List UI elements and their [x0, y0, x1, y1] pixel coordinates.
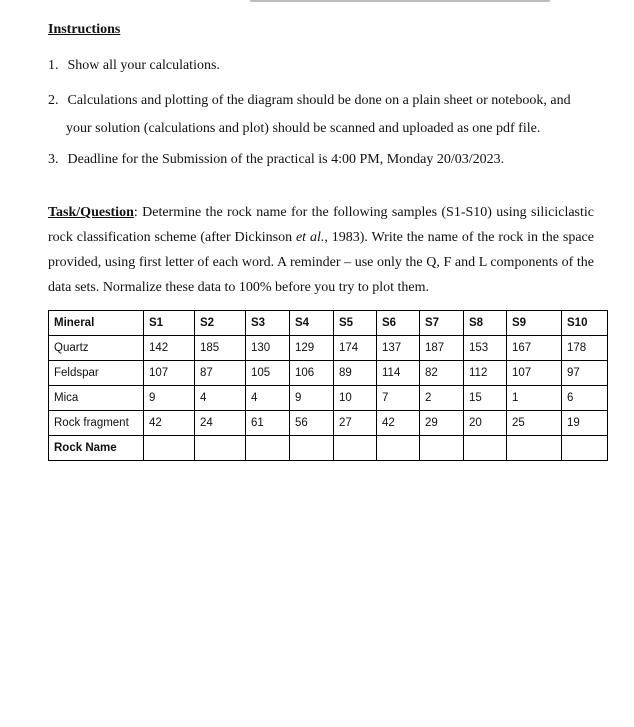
- instruction-3-number: 3.: [48, 152, 59, 167]
- count-cell: 174: [334, 336, 377, 361]
- count-cell: 178: [562, 336, 608, 361]
- count-cell: 20: [464, 411, 507, 436]
- count-cell: 112: [464, 361, 507, 386]
- column-header-s10: S10: [562, 311, 608, 336]
- rock-name-answer-cell: [420, 436, 464, 461]
- instruction-2-text-line1: Calculations and plotting of the diagram should be done on a plain sheet or notebook, and: [67, 93, 571, 108]
- instruction-2-text-line2: your solution (calculations and plot) should be scanned and uploaded as one pdf file.: [66, 121, 541, 136]
- count-cell: 9: [290, 386, 334, 411]
- table-header-row: [49, 311, 608, 336]
- page-top-rule: [250, 0, 550, 2]
- count-cell: 187: [420, 336, 464, 361]
- count-cell: 7: [377, 386, 420, 411]
- rock-name-label: Rock Name: [49, 436, 144, 461]
- column-header-s5: S5: [334, 311, 377, 336]
- task-text-part1: : Determine the rock name for the following samples (S1-S10) using siliciclastic rock classification scheme (after Dickinson: [48, 205, 594, 245]
- mineral-name-cell: Quartz: [49, 336, 144, 361]
- count-cell: 137: [377, 336, 420, 361]
- count-cell: 4: [246, 386, 290, 411]
- rock-name-answer-cell: [377, 436, 420, 461]
- count-cell: 4: [195, 386, 246, 411]
- instruction-1-text: Show all your calculations.: [67, 58, 220, 73]
- count-cell: 114: [377, 361, 420, 386]
- count-cell: 9: [144, 386, 195, 411]
- column-header-s7: S7: [420, 311, 464, 336]
- count-cell: 167: [507, 336, 562, 361]
- task-text-italic: et al.: [295, 230, 325, 245]
- column-header-s2: S2: [195, 311, 246, 336]
- count-cell: 89: [334, 361, 377, 386]
- column-header-s9: S9: [507, 311, 562, 336]
- count-cell: 130: [246, 336, 290, 361]
- count-cell: 107: [144, 361, 195, 386]
- count-cell: 27: [334, 411, 377, 436]
- column-header-s6: S6: [377, 311, 420, 336]
- count-cell: 105: [246, 361, 290, 386]
- instruction-2-number: 2.: [48, 93, 59, 108]
- instruction-2: [48, 91, 598, 139]
- count-cell: 185: [195, 336, 246, 361]
- rock-name-answer-cell: [290, 436, 334, 461]
- count-cell: 24: [195, 411, 246, 436]
- count-cell: 42: [377, 411, 420, 436]
- count-cell: 153: [464, 336, 507, 361]
- count-cell: 25: [507, 411, 562, 436]
- task-question-label: Task/Question: [48, 205, 134, 220]
- count-cell: 82: [420, 361, 464, 386]
- table-row: [49, 336, 608, 361]
- count-cell: 97: [562, 361, 608, 386]
- count-cell: 142: [144, 336, 195, 361]
- task-question-paragraph: [48, 200, 594, 300]
- count-cell: 2: [420, 386, 464, 411]
- count-cell: 15: [464, 386, 507, 411]
- rock-name-answer-cell: [195, 436, 246, 461]
- column-header-s1: S1: [144, 311, 195, 336]
- count-cell: 42: [144, 411, 195, 436]
- count-cell: 129: [290, 336, 334, 361]
- count-cell: 19: [562, 411, 608, 436]
- count-cell: 1: [507, 386, 562, 411]
- column-header-mineral: Mineral: [49, 311, 144, 336]
- count-cell: 106: [290, 361, 334, 386]
- rock-name-answer-cell: [144, 436, 195, 461]
- column-header-s4: S4: [290, 311, 334, 336]
- rock-name-answer-cell: [562, 436, 608, 461]
- mineral-data-table: [48, 310, 608, 461]
- column-header-s3: S3: [246, 311, 290, 336]
- count-cell: 56: [290, 411, 334, 436]
- rock-name-answer-cell: [507, 436, 562, 461]
- count-cell: 6: [562, 386, 608, 411]
- rock-name-answer-cell: [334, 436, 377, 461]
- count-cell: 61: [246, 411, 290, 436]
- count-cell: 29: [420, 411, 464, 436]
- mineral-name-cell: Mica: [49, 386, 144, 411]
- mineral-name-cell: Rock fragment: [49, 411, 144, 436]
- table-row: [49, 361, 608, 386]
- count-cell: 87: [195, 361, 246, 386]
- count-cell: 10: [334, 386, 377, 411]
- table-row: [49, 386, 608, 411]
- rock-name-answer-cell: [246, 436, 290, 461]
- task-text-part2: , 1983). Write the name of the rock in the space provided, using first letter of each word. A reminder – use only the Q, F and L components of the data sets. Normalize these data to 100% before you try to plot them.: [48, 230, 594, 295]
- table-row: [49, 411, 608, 436]
- instruction-3-text: Deadline for the Submission of the practical is 4:00 PM, Monday 20/03/2023.: [67, 152, 505, 167]
- instructions-heading: Instructions: [48, 22, 121, 37]
- instruction-1: [48, 56, 220, 76]
- count-cell: 107: [507, 361, 562, 386]
- rock-name-answer-cell: [464, 436, 507, 461]
- rock-name-row: [49, 436, 608, 461]
- column-header-s8: S8: [464, 311, 507, 336]
- instruction-3: [48, 150, 504, 170]
- instruction-1-number: 1.: [48, 58, 59, 73]
- mineral-name-cell: Feldspar: [49, 361, 144, 386]
